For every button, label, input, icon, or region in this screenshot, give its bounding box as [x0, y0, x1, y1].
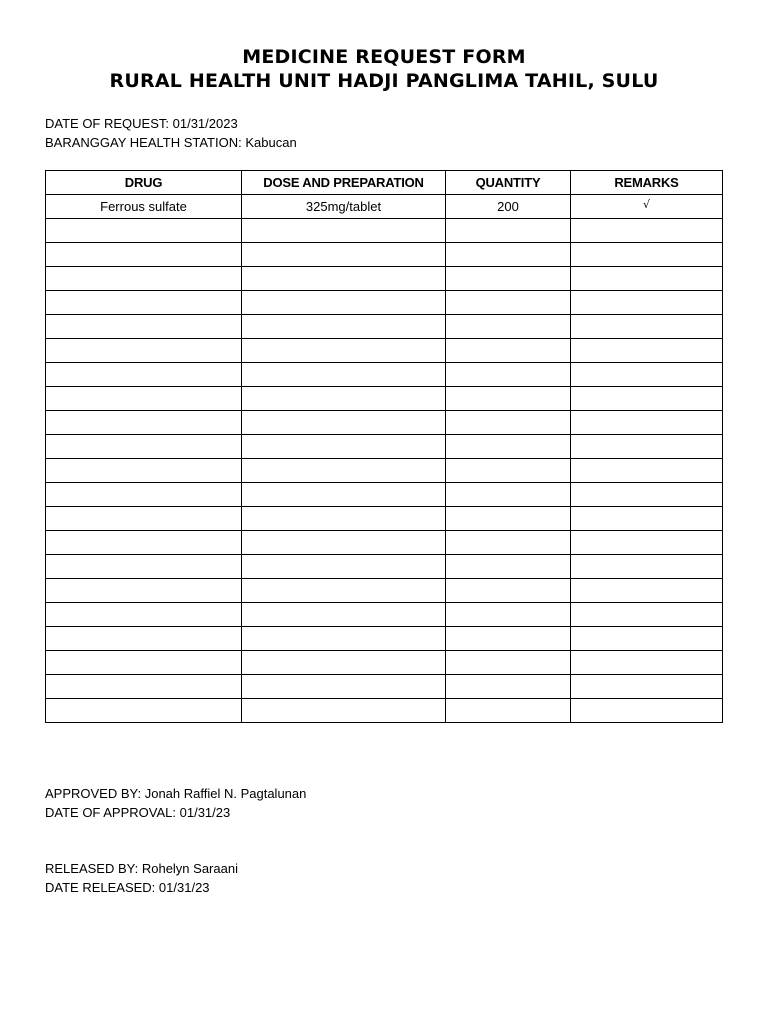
table-row — [46, 339, 723, 363]
cell-remarks — [571, 339, 723, 363]
cell-remarks — [571, 459, 723, 483]
cell-drug — [46, 555, 242, 579]
cell-drug — [46, 363, 242, 387]
cell-drug — [46, 243, 242, 267]
date-released-label: DATE RELEASED: — [45, 880, 156, 895]
table-row — [46, 531, 723, 555]
cell-quantity — [446, 387, 571, 411]
table-row — [46, 195, 723, 219]
cell-quantity — [446, 315, 571, 339]
form-subtitle: RURAL HEALTH UNIT HADJI PANGLIMA TAHIL, SULU — [109, 70, 659, 92]
cell-drug — [46, 483, 242, 507]
table-row — [46, 243, 723, 267]
cell-dose — [242, 339, 446, 363]
column-header-quantity: QUANTITY — [446, 171, 571, 195]
release-info — [45, 859, 238, 897]
cell-remarks — [571, 243, 723, 267]
table-row — [46, 603, 723, 627]
cell-remarks — [571, 267, 723, 291]
cell-quantity — [446, 339, 571, 363]
column-header-dose: DOSE AND PREPARATION — [242, 171, 446, 195]
cell-remarks — [571, 627, 723, 651]
table-row — [46, 651, 723, 675]
cell-dose — [242, 507, 446, 531]
cell-dose — [242, 219, 446, 243]
cell-quantity — [446, 507, 571, 531]
table-row — [46, 675, 723, 699]
cell-drug — [46, 291, 242, 315]
table-body — [46, 195, 723, 723]
cell-dose — [242, 387, 446, 411]
approved-by-value: Jonah Raffiel N. Pagtalunan — [144, 786, 307, 801]
cell-quantity — [446, 363, 571, 387]
table-row — [46, 627, 723, 651]
cell-quantity — [446, 579, 571, 603]
cell-drug — [46, 195, 242, 219]
cell-remarks — [571, 699, 723, 723]
cell-remarks-text: √ — [642, 198, 650, 211]
cell-remarks — [571, 603, 723, 627]
approved-by-label: APPROVED BY: — [45, 786, 142, 801]
approval-info — [45, 784, 306, 822]
health-station-value: Kabucan — [245, 135, 297, 150]
cell-quantity — [446, 603, 571, 627]
table-header-row — [46, 171, 723, 195]
cell-dose — [242, 243, 446, 267]
cell-drug — [46, 315, 242, 339]
cell-drug — [46, 411, 242, 435]
cell-drug — [46, 651, 242, 675]
form-title: MEDICINE REQUEST FORM — [242, 46, 526, 68]
table-row — [46, 363, 723, 387]
cell-quantity — [446, 555, 571, 579]
cell-dose-text: 325mg/tablet — [305, 199, 382, 214]
date-released-value: 01/31/23 — [158, 880, 210, 895]
cell-remarks — [571, 555, 723, 579]
cell-drug — [46, 627, 242, 651]
cell-drug — [46, 579, 242, 603]
released-by-line — [45, 859, 238, 878]
health-station-label: BARANGGAY HEALTH STATION: — [45, 135, 242, 150]
date-of-approval-line — [45, 803, 306, 822]
cell-dose — [242, 483, 446, 507]
cell-remarks — [571, 195, 723, 219]
column-header-drug: DRUG — [46, 171, 242, 195]
cell-quantity — [446, 195, 571, 219]
cell-dose — [242, 291, 446, 315]
cell-quantity-text: 200 — [497, 199, 519, 214]
cell-remarks — [571, 387, 723, 411]
cell-dose — [242, 627, 446, 651]
cell-remarks — [571, 315, 723, 339]
table-row — [46, 483, 723, 507]
cell-quantity — [446, 435, 571, 459]
cell-remarks — [571, 579, 723, 603]
released-by-value: Rohelyn Saraani — [141, 861, 238, 876]
date-of-approval-value: 01/31/23 — [179, 805, 231, 820]
table-row — [46, 435, 723, 459]
date-of-request-label: DATE OF REQUEST: — [45, 116, 169, 131]
table-row — [46, 459, 723, 483]
cell-drug — [46, 603, 242, 627]
cell-drug — [46, 219, 242, 243]
table-row — [46, 411, 723, 435]
date-of-request-line — [45, 114, 297, 133]
cell-drug — [46, 435, 242, 459]
table-row — [46, 387, 723, 411]
cell-remarks — [571, 651, 723, 675]
approved-by-line — [45, 784, 306, 803]
cell-drug — [46, 387, 242, 411]
cell-quantity — [446, 483, 571, 507]
cell-dose — [242, 195, 446, 219]
cell-quantity — [446, 459, 571, 483]
table-row — [46, 219, 723, 243]
request-info — [45, 114, 297, 152]
table-row — [46, 291, 723, 315]
cell-quantity — [446, 531, 571, 555]
cell-remarks — [571, 435, 723, 459]
cell-remarks — [571, 483, 723, 507]
cell-drug — [46, 675, 242, 699]
cell-drug — [46, 531, 242, 555]
cell-quantity — [446, 675, 571, 699]
cell-dose — [242, 651, 446, 675]
cell-dose — [242, 555, 446, 579]
cell-dose — [242, 315, 446, 339]
table-row — [46, 315, 723, 339]
column-header-remarks: REMARKS — [571, 171, 723, 195]
health-station-line — [45, 133, 297, 152]
table-row — [46, 555, 723, 579]
released-by-label: RELEASED BY: — [45, 861, 139, 876]
cell-drug — [46, 459, 242, 483]
cell-quantity — [446, 651, 571, 675]
cell-quantity — [446, 411, 571, 435]
cell-drug — [46, 507, 242, 531]
cell-quantity — [446, 627, 571, 651]
table-row — [46, 507, 723, 531]
date-released-line — [45, 878, 238, 897]
cell-quantity — [446, 219, 571, 243]
cell-dose — [242, 411, 446, 435]
cell-remarks — [571, 411, 723, 435]
cell-drug-text: Ferrous sulfate — [100, 199, 187, 214]
cell-dose — [242, 267, 446, 291]
cell-quantity — [446, 267, 571, 291]
cell-drug — [46, 699, 242, 723]
medicine-request-table — [45, 170, 723, 723]
table-row — [46, 579, 723, 603]
cell-remarks — [571, 507, 723, 531]
cell-quantity — [446, 291, 571, 315]
date-of-approval-label: DATE OF APPROVAL: — [45, 805, 176, 820]
cell-remarks — [571, 531, 723, 555]
cell-dose — [242, 531, 446, 555]
cell-dose — [242, 579, 446, 603]
table-row — [46, 267, 723, 291]
cell-remarks — [571, 363, 723, 387]
cell-quantity — [446, 699, 571, 723]
date-of-request-value: 01/31/2023 — [172, 116, 238, 131]
table-row — [46, 699, 723, 723]
cell-quantity — [446, 243, 571, 267]
cell-dose — [242, 435, 446, 459]
cell-dose — [242, 699, 446, 723]
cell-dose — [242, 675, 446, 699]
cell-dose — [242, 459, 446, 483]
cell-remarks — [571, 219, 723, 243]
cell-remarks — [571, 291, 723, 315]
cell-drug — [46, 267, 242, 291]
cell-dose — [242, 363, 446, 387]
cell-remarks — [571, 675, 723, 699]
form-header — [0, 45, 768, 93]
cell-drug — [46, 339, 242, 363]
cell-dose — [242, 603, 446, 627]
